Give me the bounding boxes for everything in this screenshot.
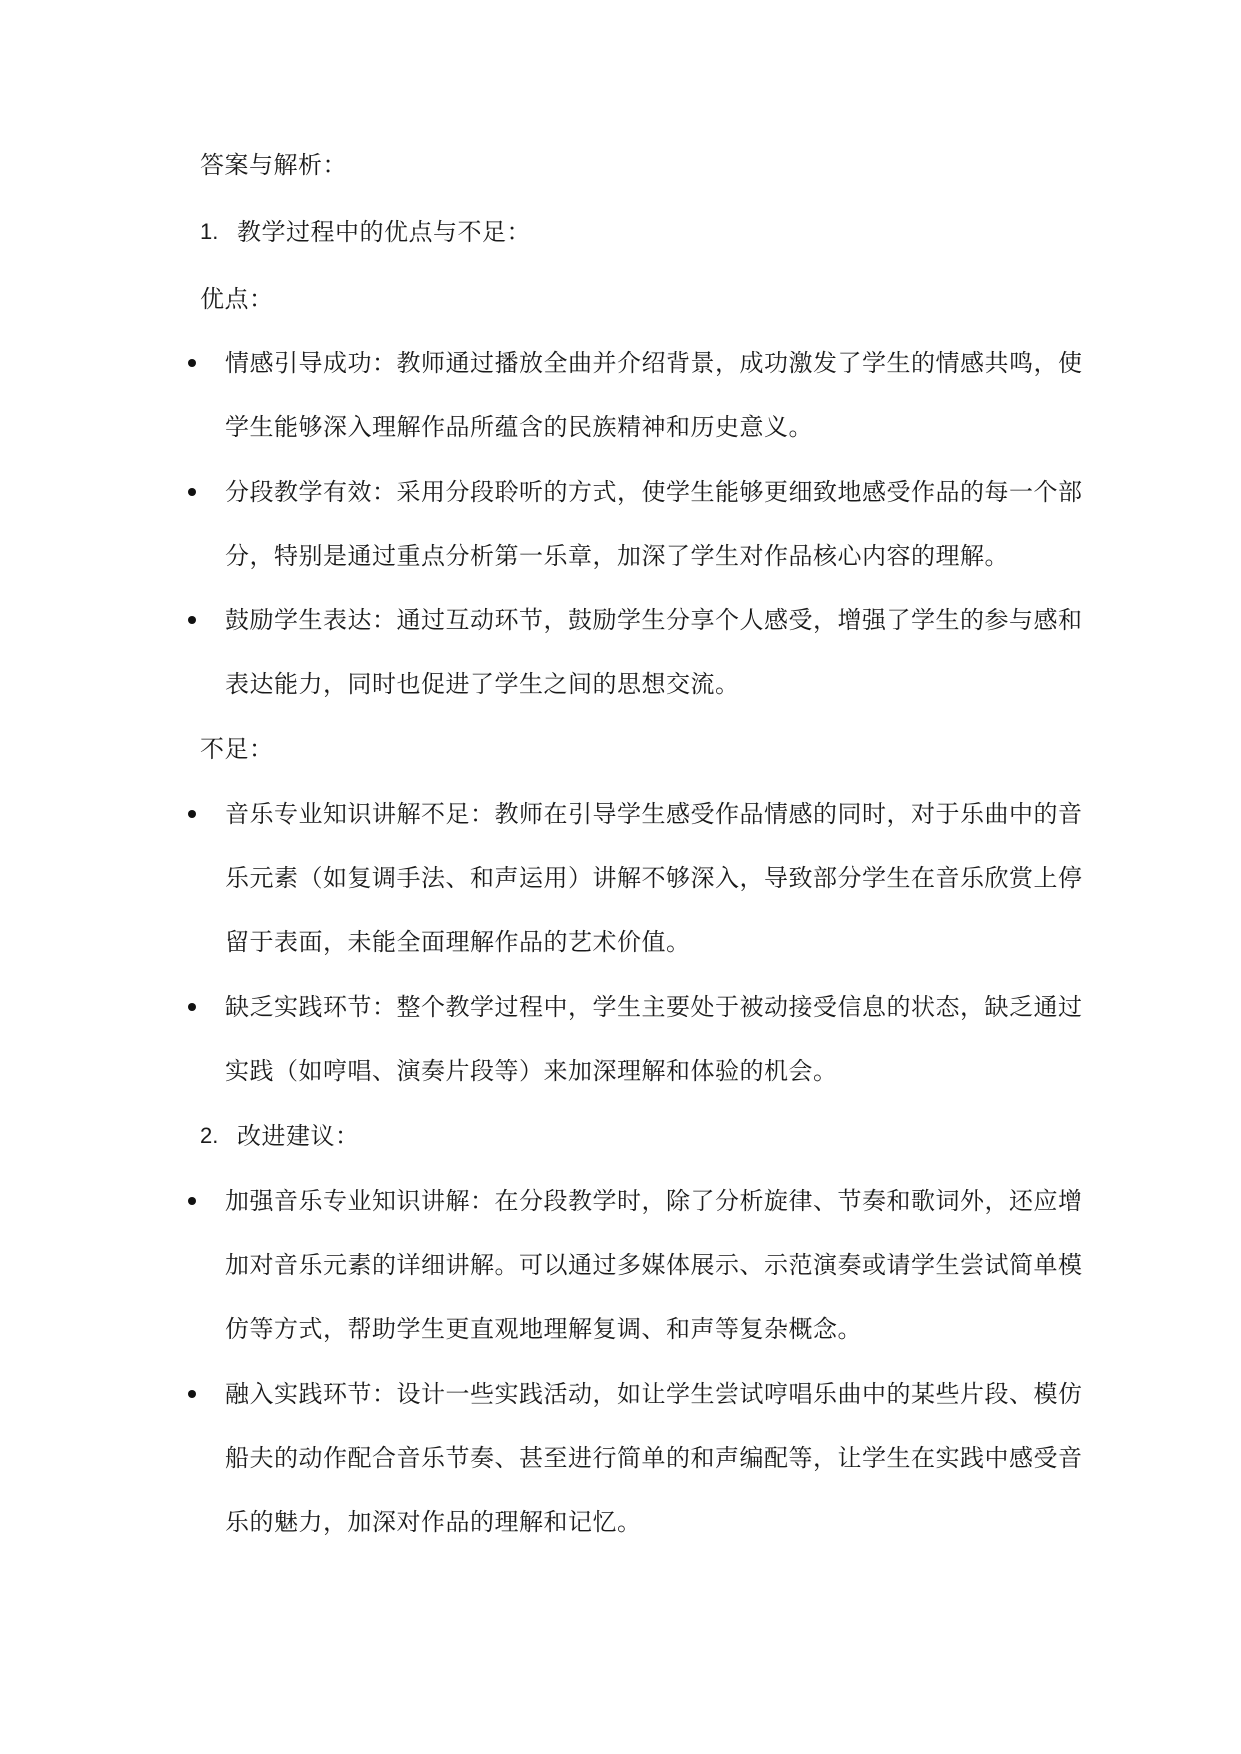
strengths-label: 优点：	[200, 285, 274, 313]
bullet-icon	[188, 1390, 196, 1398]
suggestion-item-line: 乐的魅力，加深对作品的理解和记忆。	[225, 1508, 642, 1536]
bullet-icon	[188, 359, 196, 367]
strength-item-line: 分，特别是通过重点分析第一乐章，加深了学生对作品核心内容的理解。	[225, 542, 1009, 570]
suggestion-item-line: 加对音乐元素的详细讲解。可以通过多媒体展示、示范演奏或请学生尝试简单模	[225, 1251, 1083, 1279]
weakness-item-line: 实践（如哼唱、演奏片段等）来加深理解和体验的机会。	[225, 1057, 838, 1085]
bullet-icon	[188, 1197, 196, 1205]
strength-item-line: 分段教学有效：采用分段聆听的方式，使学生能够更细致地感受作品的每一个部	[225, 478, 1083, 506]
section1-title: 教学过程中的优点与不足：	[237, 218, 531, 246]
weakness-item-line: 留于表面，未能全面理解作品的艺术价值。	[225, 928, 691, 956]
weakness-item-line: 乐元素（如复调手法、和声运用）讲解不够深入，导致部分学生在音乐欣赏上停	[225, 864, 1083, 892]
answer-heading: 答案与解析：	[200, 151, 347, 179]
bullet-icon	[188, 488, 196, 496]
strength-item-line: 表达能力，同时也促进了学生之间的思想交流。	[225, 670, 740, 698]
suggestion-item-line: 仿等方式，帮助学生更直观地理解复调、和声等复杂概念。	[225, 1315, 862, 1343]
suggestion-item-line: 加强音乐专业知识讲解：在分段教学时，除了分析旋律、节奏和歌词外，还应增	[225, 1187, 1083, 1215]
section2-number: 2.	[200, 1123, 219, 1148]
bullet-icon	[188, 810, 196, 818]
section2-title: 改进建议：	[237, 1122, 360, 1150]
section1-number: 1.	[200, 219, 219, 244]
suggestion-item-line: 船夫的动作配合音乐节奏、甚至进行简单的和声编配等，让学生在实践中感受音	[225, 1444, 1083, 1472]
weaknesses-label: 不足：	[200, 735, 274, 763]
weakness-item-line: 缺乏实践环节：整个教学过程中，学生主要处于被动接受信息的状态，缺乏通过	[225, 993, 1083, 1021]
strength-item-line: 鼓励学生表达：通过互动环节，鼓励学生分享个人感受，增强了学生的参与感和	[225, 606, 1083, 634]
strength-item-line: 情感引导成功：教师通过播放全曲并介绍背景，成功激发了学生的情感共鸣，使	[225, 349, 1083, 377]
weakness-item-line: 音乐专业知识讲解不足：教师在引导学生感受作品情感的同时，对于乐曲中的音	[225, 800, 1083, 828]
bullet-icon	[188, 616, 196, 624]
strength-item-line: 学生能够深入理解作品所蕴含的民族精神和历史意义。	[225, 413, 813, 441]
suggestion-item-line: 融入实践环节：设计一些实践活动，如让学生尝试哼唱乐曲中的某些片段、模仿	[225, 1380, 1083, 1408]
bullet-icon	[188, 1003, 196, 1011]
